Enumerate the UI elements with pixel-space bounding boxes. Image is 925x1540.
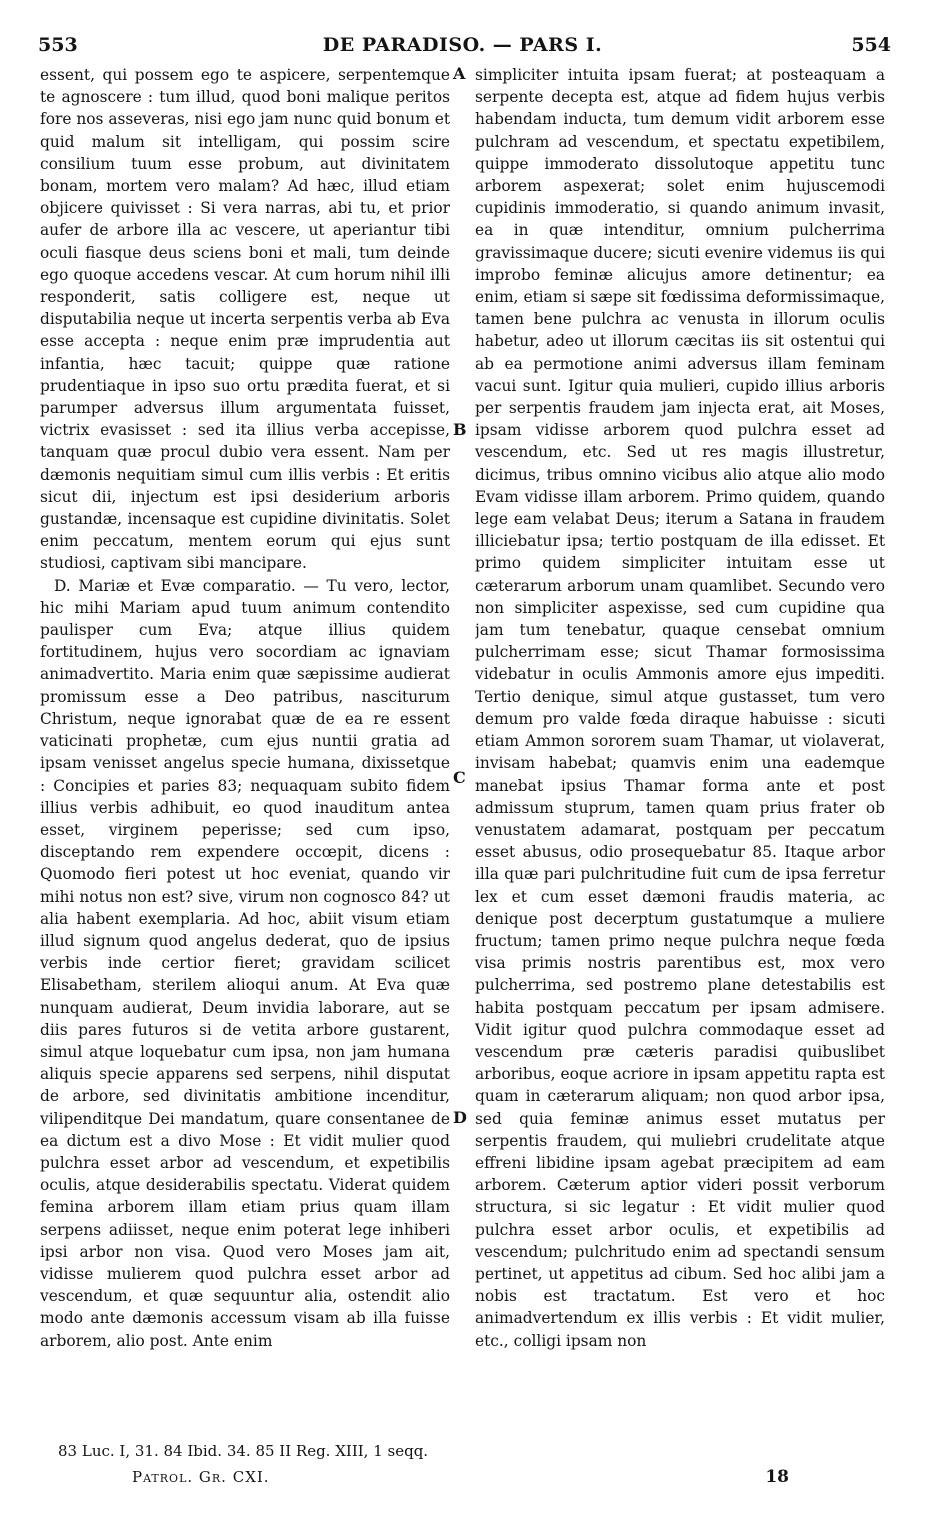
left-column <box>40 64 450 1428</box>
footnotes: 83 Luc. I, 31. 84 Ibid. 34. 85 II Reg. XIII, 1 seqq. <box>58 1442 429 1460</box>
page-number-left: 553 <box>38 34 78 56</box>
running-title: DE PARADISO. — PARS I. <box>322 34 603 56</box>
page-footer <box>40 1438 885 1508</box>
margin-letter-b: B <box>453 420 467 439</box>
margin-letter-a: A <box>453 64 466 83</box>
left-paragraph-1: essent, qui possem ego te aspicere, serpentemque te agnoscere : tum illud, quod boni malique peritos fore nos asseveras, nisi ego jam nunc quid bonum et quid malum sit intelligam, qui possim scire consilium tuum esse probum, aut divinitatem bonam, mortem vero malam? Ad hæc, illud etiam objicere quivisset : Si vera narras, abi tu, et prior aufer de arbore illa ac vescere, ut aperiantur tibi oculi fiasque deus sciens boni et mali, tum deinde ego quoque accedens vescar. At cum horum nihil illi responderit, satis colligere est, neque ut disputabilia neque ut incerta serpentis verba ab Eva esse accepta : neque enim præ imprudentia aut infantia, hæc tacuit; quippe quæ ratione prudentiaque in ipso suo ortu prædita fuerat, et si parumper adversus illum argumentata fuisset, victrix evasisset : sed ita illius verba accepisse, tanquam quæ procul dubio vera essent. Nam per dæmonis nequitiam simul cum illis verbis : Et eritis sicut dii, injectum est ipsi desiderium arboris gustandæ, incensaque est cupidine divinitatis. Solet enim peccatum, mentem eorum qui ejus sunt studiosi, captivam sibi mancipare. <box>40 66 450 573</box>
margin-letter-c: C <box>453 768 466 787</box>
volume-signature: Patrol. Gr. CXI. <box>132 1468 270 1486</box>
sheet-number: 18 <box>765 1467 789 1487</box>
right-paragraph-1: simpliciter intuita ipsam fuerat; at posteaquam a serpente decepta est, atque ad fidem hujus verbis habendam inducta, tum demum vidit arborem esse pulchram ad vescendum, et spectatu expetibilem, quippe immoderato dissolutoque appetitu tunc arborem aspexerat; solet enim hujuscemodi cupidinis immoderatio, si quando animum invasit, ea in quæ intenditur, omnium pulcherrima gravissimaque ducere; sicuti evenire videmus iis qui improbo feminæ alicujus amore detinentur; ea enim, etiam si sæpe sit fœdissima deformissimaque, tamen bene pulchra ac venusta in illorum oculis habetur, adeo ut illorum cæcitas iis sit ostentui qui ab ea permotione animi adversus illam feminam vacui sunt. Igitur quia mulieri, cupido illius arboris per serpentis fraudem jam injecta erat, ait Moses, ipsam vidisse arborem quod pulchra esset ad vescendum, etc. Sed ut res magis illustretur, dicimus, tribus omnino vicibus alio atque alio modo Evam vidisse illam arborem. Primo quidem, quando lege eam velabat Deus; iterum a Satana in fraudem illiciebatur ipsa; tertio postquam de illa edisset. Et primo quidem simpliciter intuitam esse ut cæterarum arborum unam quamlibet. Secundo vero non simpliciter aspexisse, sed cum cupidine qua jam tum tenebatur, quaque censebat omnium pulcherrimam esse; sicut Thamar formosissima videbatur in oculis Ammonis amore ejus impediti. Tertio denique, simul atque gustasset, tum vero demum pro valde fœda diraque habuisse : sicuti etiam Ammon sororem suam Thamar, ut violaverat, invisam habebat; quamvis enim una eademque manebat ipsius Thamar forma ante et post admissum stuprum, tamen quam prius frater ob venustatem adamarat, postquam per peccatum esset abusus, odio prosequebatur 85. Itaque arbor illa quæ pari pulchritudine fuit cum de ipsa ferretur lex et cum esset dæmoni fraudis materia, ac denique post decerptum gustatumque a muliere fructum; tamen primo neque pulchra neque fœda visa primis nostris parentibus est, mox vero pulcherrima, sed postremo plane detestabilis est habita postquam peccatum per ipsam admisere. Vidit igitur quod pulchra commodaque esset ad vescendum præ cæteris paradisi quibuslibet arboribus, eoque acriore in ipsam appetitu rapta est quam in cæterarum aliquam; non quod arbor ipsa, sed quia feminæ animus esset mutatus per serpentis fraudem, qui muliebri crudelitate atque effreni libidine ipsam agebat præcipitem ad eam arborem. Cæterum aptior videri possit verborum structura, si sic legatur : Et vidit mulier quod pulchra esset arbor oculis, et expetibilis ad vescendum; pulchritudo enim ad spectandi sensum pertinet, ut appetitus ad cibum. Sed hoc alibi jam a nobis est tractatum. Est vero et hoc animadvertendum ex illis verbis : Et vidit mulier, etc., colligi ipsam non <box>475 66 885 1350</box>
page-header <box>30 34 895 64</box>
left-paragraph-2: D. Mariæ et Evæ comparatio. — Tu vero, lector, hic mihi Mariam apud tuum animum contendito paulisper cum Eva; atque illius quidem fortitudinem, hujus vero socordiam ac ignaviam animadvertito. Maria enim quæ sæpissime audierat promissum esse a Deo patribus, nasciturum Christum, neque ignorabat quæ de ea re essent vaticinati prophetæ, cum ejus nuntii gratia ad ipsam venisset angelus specie humana, dixissetque : Concipies et paries 83; nequaquam subito fidem illius verbis adhibuit, eo quod inauditum antea esset, virginem peperisse; sed cum ipso, disceptando rem expendere occœpit, dicens : Quomodo fieri potest ut hoc eveniat, quando vir mihi notus non est? sive, virum non cognosco 84? ut alia habent exemplaria. Ad hoc, abiit visum etiam illud signum quod angelus dederat, quo de ipsius verbis inde certior fieret; gravidam scilicet Elisabetham, sterilem alioqui anum. At Eva quæ nunquam audierat, Deum invidia laborare, aut se diis pares futuros si de vetita arbore gustarent, simul atque loquebatur cum ipsa, non jam humana aliquis specie apparens sed serpens, nihil disputat de arbore, sed divinitatis ambitione incenditur, vilipenditque Dei mandatum, quare consentanee de ea dictum est a divo Mose : Et vidit mulier quod pulchra esset arbor ad vescendum, et expetibilis oculis, atque desiderabilis spectatu. Viderat quidem femina arborem illam etiam prius quam illam serpens adiisset, neque enim poterat lege inhiberi ipsi arbor non visa. Quod vero Moses jam ait, vidisse mulierem quod pulchra esset arbor ad vescendum, et quæ sequuntur alia, ostendit alio modo ante dæmonis accessum visam ab illa fuisse arborem, alio post. Ante enim <box>40 576 450 1350</box>
right-column <box>475 64 885 1428</box>
margin-letter-d: D <box>453 1108 467 1127</box>
page-number-right: 554 <box>851 34 891 56</box>
